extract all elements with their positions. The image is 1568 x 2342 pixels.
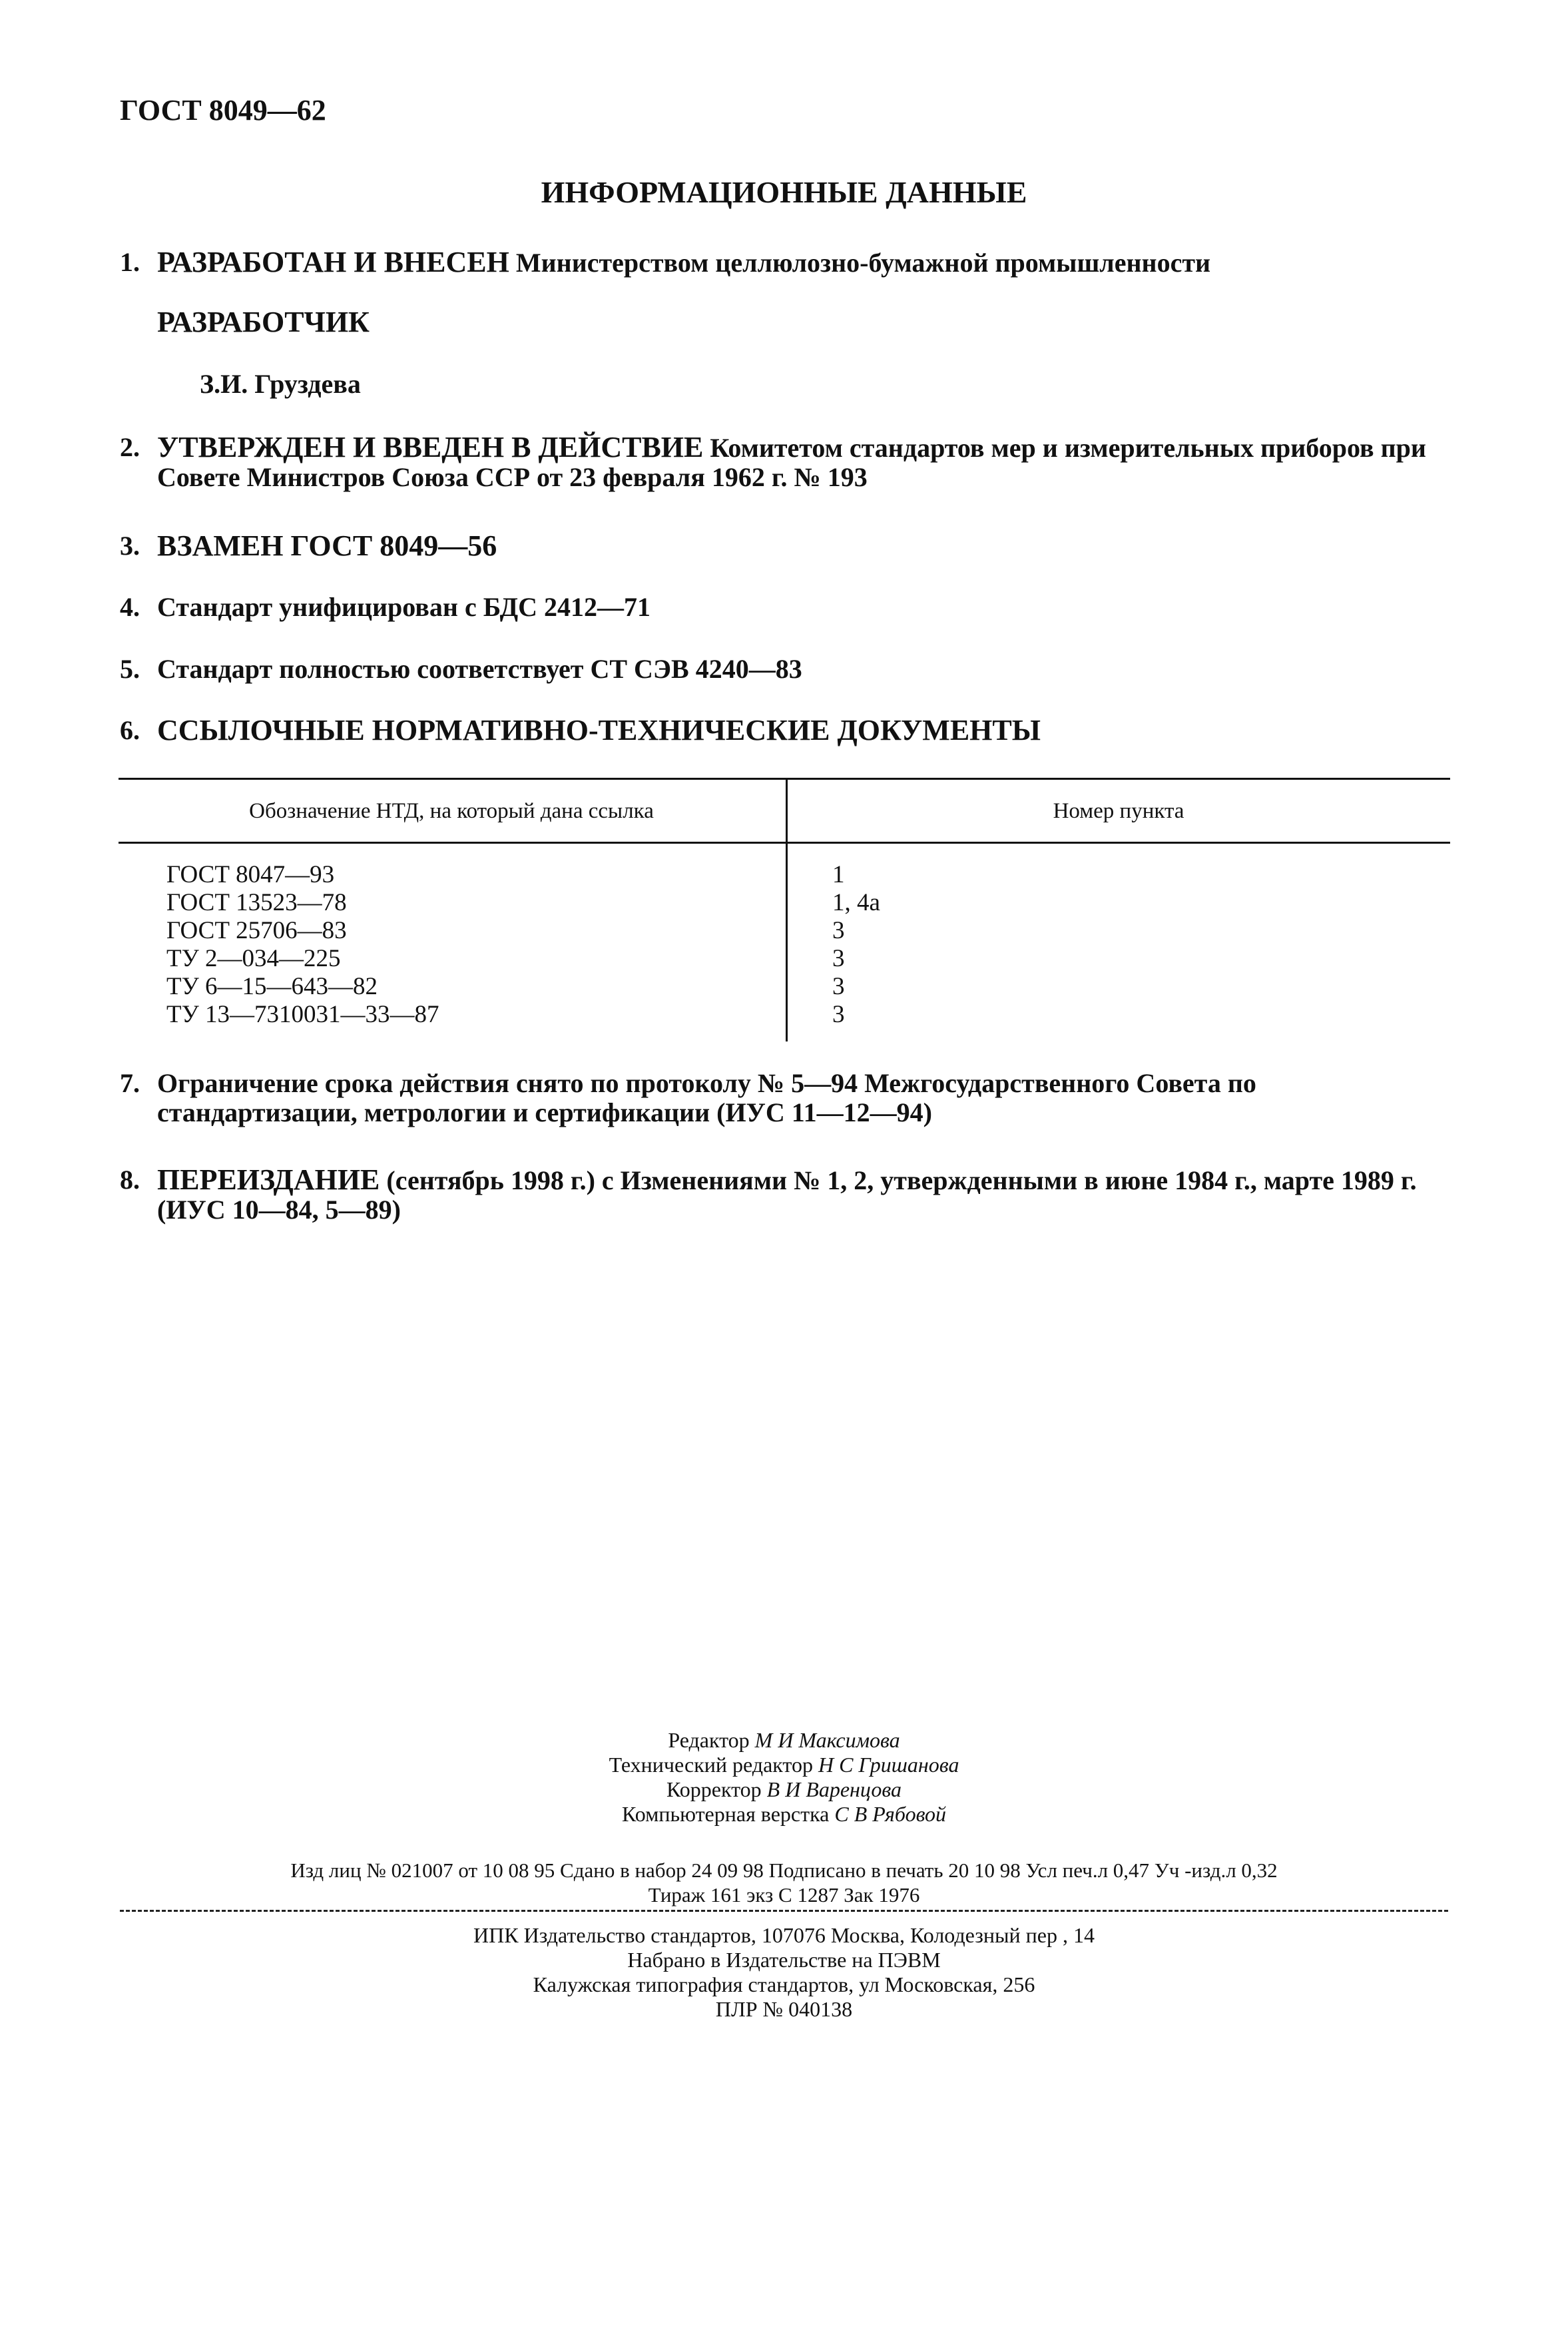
table-header-clause: Номер пункта (1053, 799, 1184, 823)
colophon-divider (120, 1910, 1448, 1912)
table-row: ТУ 2—034—225 (166, 945, 341, 972)
item-heading: ССЫЛОЧНЫЕ НОРМАТИВНО-ТЕХНИЧЕСКИЕ ДОКУМЕНТЫ (157, 714, 1041, 746)
tech-editor-line (0, 1753, 1568, 1777)
item-heading: РАЗРАБОТАН И ВНЕСЕН (157, 246, 509, 278)
tech-editor-label: Технический редактор (609, 1753, 813, 1777)
item-text: (сентябрь 1998 г.) с Изменениями № 1, 2, утвержденными в июне 1984 г., марте 1989 г. (ИУС 10—84, 5—89) (157, 1165, 1417, 1225)
table-clause-column (832, 861, 880, 1029)
item-number: 6. (120, 715, 140, 745)
corrector-line (0, 1777, 1568, 1802)
table-row: ГОСТ 25706—83 (166, 917, 347, 944)
info-item-2 (120, 433, 1451, 492)
item-text: Министерством целлюлозно-бумажной промышленности (509, 248, 1211, 278)
developer-name (200, 370, 1531, 399)
table-cell: 3 (832, 973, 845, 1000)
corrector-name: В И Варенцова (766, 1777, 902, 1801)
info-item-4 (120, 593, 1451, 622)
table-cell: 3 (832, 917, 845, 944)
corrector-label: Корректор (666, 1777, 762, 1801)
table-row: ГОСТ 13523—78 (166, 889, 347, 916)
print-line-2: Тираж 161 экз С 1287 Зак 1976 (648, 1883, 920, 1906)
item-text: Комитетом стандартов мер и измерительных приборов при Совете Министров Союза ССР от 23 февраля 1962 г. № 193 (157, 433, 1426, 492)
colophon-credits (0, 1728, 1568, 1827)
item-number: 8. (120, 1165, 140, 1195)
developer-heading: РАЗРАБОТЧИК (157, 306, 370, 338)
item-number: 7. (120, 1068, 140, 1098)
table-designation-column (166, 861, 439, 1029)
table-row: ГОСТ 8047—93 (166, 861, 335, 888)
editor-name: М И Максимова (754, 1728, 900, 1752)
info-item-5 (120, 655, 1451, 684)
editor-line (0, 1728, 1568, 1753)
publisher-line-1: ИПК Издательство стандартов, 107076 Москва, Колодезный пер , 14 (473, 1923, 1095, 1947)
developer-block (120, 308, 1451, 337)
layout-name: С В Рябовой (834, 1802, 947, 1826)
print-line-1: Изд лиц № 021007 от 10 08 95 Сдано в набор 24 09 98 Подписано в печать 20 10 98 Усл печ.л 0,47 Уч -изд.л 0,32 (290, 1859, 1278, 1882)
document-code: ГОСТ 8049—62 (120, 94, 326, 127)
item-number: 1. (120, 247, 140, 277)
item-heading: ПЕРЕИЗДАНИЕ (157, 1163, 380, 1196)
info-item-8 (120, 1165, 1451, 1225)
item-number: 4. (120, 592, 140, 622)
print-details (0, 1858, 1568, 1907)
table-top-rule (119, 778, 1450, 780)
table-row: ТУ 13—7310031—33—87 (166, 1001, 439, 1028)
info-item-3 (120, 531, 1451, 561)
editor-label: Редактор (668, 1728, 750, 1752)
publisher-line-4: ПЛР № 040138 (715, 1997, 853, 2021)
table-header-rule (119, 842, 1450, 844)
item-text: Стандарт полностью соответствует СТ СЭВ 4240—83 (157, 654, 802, 684)
item-text: Стандарт унифицирован с БДС 2412—71 (157, 592, 651, 622)
item-text: Ограничение срока действия снято по протоколу № 5—94 Межгосударственного Совета по стандартизации, метрологии и сертификации (ИУС 11—12—94) (157, 1068, 1256, 1127)
table-cell: 3 (832, 1001, 845, 1028)
info-item-1 (120, 248, 1451, 278)
page-title: ИНФОРМАЦИОННЫЕ ДАННЫЕ (541, 175, 1027, 209)
item-number: 2. (120, 432, 140, 462)
info-item-6 (120, 716, 1451, 745)
layout-label: Компьютерная верстка (621, 1802, 830, 1826)
tech-editor-name: Н С Гришанова (818, 1753, 959, 1777)
publisher-info (0, 1923, 1568, 2022)
item-heading: УТВЕРЖДЕН И ВВЕДЕН В ДЕЙСТВИЕ (157, 431, 704, 463)
publisher-line-2: Набрано в Издательстве на ПЭВМ (627, 1948, 941, 1972)
item-number: 3. (120, 531, 140, 561)
layout-line (0, 1802, 1568, 1827)
table-row: ТУ 6—15—643—82 (166, 973, 378, 1000)
item-number: 5. (120, 654, 140, 684)
table-cell: 3 (832, 945, 845, 972)
publisher-line-3: Калужская типография стандартов, ул Московская, 256 (533, 1972, 1035, 1996)
developer-name-text: З.И. Груздева (200, 369, 361, 399)
table-cell: 1, 4а (832, 889, 880, 916)
table-header-designation: Обозначение НТД, на который дана ссылка (249, 799, 654, 823)
table-header-divider (786, 778, 788, 842)
table-cell: 1 (832, 861, 845, 888)
info-item-7 (120, 1069, 1451, 1127)
item-heading: ВЗАМЕН ГОСТ 8049—56 (157, 529, 497, 562)
table-column-divider (786, 842, 788, 1041)
